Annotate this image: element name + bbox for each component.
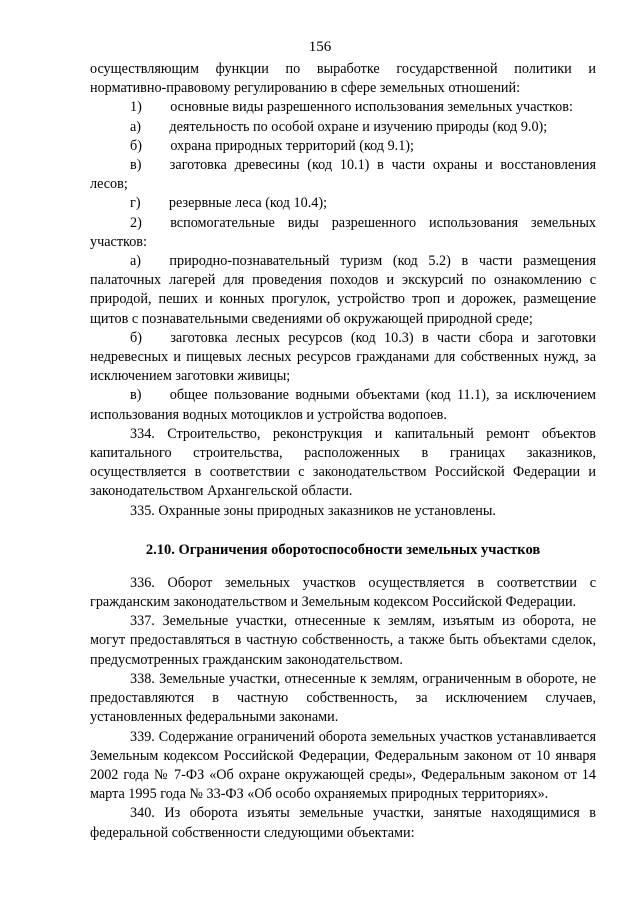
paragraph-intro: осуществляющим функции по выработке государственной политики и нормативно-правовому регулированию в сфере земельных отношений:	[90, 61, 596, 97]
list-item-2b: б) заготовка лесных ресурсов (код 10.3) в части сбора и заготовки недревесных и пищевых лесных ресурсов гражданами для собственных нужд, за исключением заготовки живицы;	[90, 329, 596, 385]
list-item-2v: в) общее пользование водными объектами (код 11.1), за исключением использования водных мотоциклов и устройства водопоев.	[90, 387, 596, 423]
section-heading: 2.10. Ограничения оборотоспособности земельных участков	[145, 541, 541, 558]
list-item-1b: б) охрана природных территорий (код 9.1);	[130, 137, 414, 154]
list-item-1g: г) резервные леса (код 10.4);	[130, 195, 328, 212]
list-item-1v: в) заготовка древесины (код 10.1) в части охраны и восстановления лесов;	[90, 157, 596, 193]
document-body	[90, 60, 596, 843]
paragraph-336: 336. Оборот земельных участков осуществляется в соответствии с гражданским законодательством и Земельным кодексом Российской Федерации.	[90, 574, 596, 611]
page-number: 156	[308, 39, 332, 55]
paragraph-337: 337. Земельные участки, отнесенные к землям, изъятым из оборота, не могут предоставляться в частную собственность, а также быть объектами сделок, предусмотренных гражданским законодательством.	[90, 613, 596, 668]
list-item-1a: а) деятельность по особой охране и изучению природы (код 9.0);	[130, 118, 548, 135]
list-item-2: 2) вспомогательные виды разрешенного использования земельных участков:	[90, 214, 596, 250]
paragraph-334: 334. Строительство, реконструкция и капитальный ремонт объектов капитального строительства, расположенных в границах заказников, осуществляется в соответствии с законодательством Российской Федерации и законодательством Архангельской области.	[90, 425, 596, 500]
paragraph-338: 338. Земельные участки, отнесенные к землям, ограниченным в обороте, не предоставляются в частную собственность, за исключением случаев, установленных федеральными законами.	[90, 670, 596, 726]
paragraph-335: 335. Охранные зоны природных заказников не установлены.	[130, 502, 496, 519]
paragraph-340: 340. Из оборота изъяты земельные участки, занятые находящимися в федеральной собственности следующими объектами:	[90, 805, 596, 841]
list-item-2a: а) природно-познавательный туризм (код 5.2) в части размещения палаточных лагерей для проведения походов и экскурсий по ознакомлению с природой, пеших и конных прогулок, устройство троп и дорожек, размещение щитов с познавательными сведениями об окружающей природной среде;	[90, 253, 596, 327]
paragraph-339: 339. Содержание ограничений оборота земельных участков устанавливается Земельным кодексом Российской Федерации, Федеральным законом от 10 января 2002 года № 7-ФЗ «Об охране окружающей среды», Федеральным законом от 14 марта 1995 года № 33-ФЗ «Об особо охраняемых природных территориях».	[90, 728, 596, 803]
list-item-1: 1) основные виды разрешенного использования земельных участков:	[130, 99, 573, 116]
